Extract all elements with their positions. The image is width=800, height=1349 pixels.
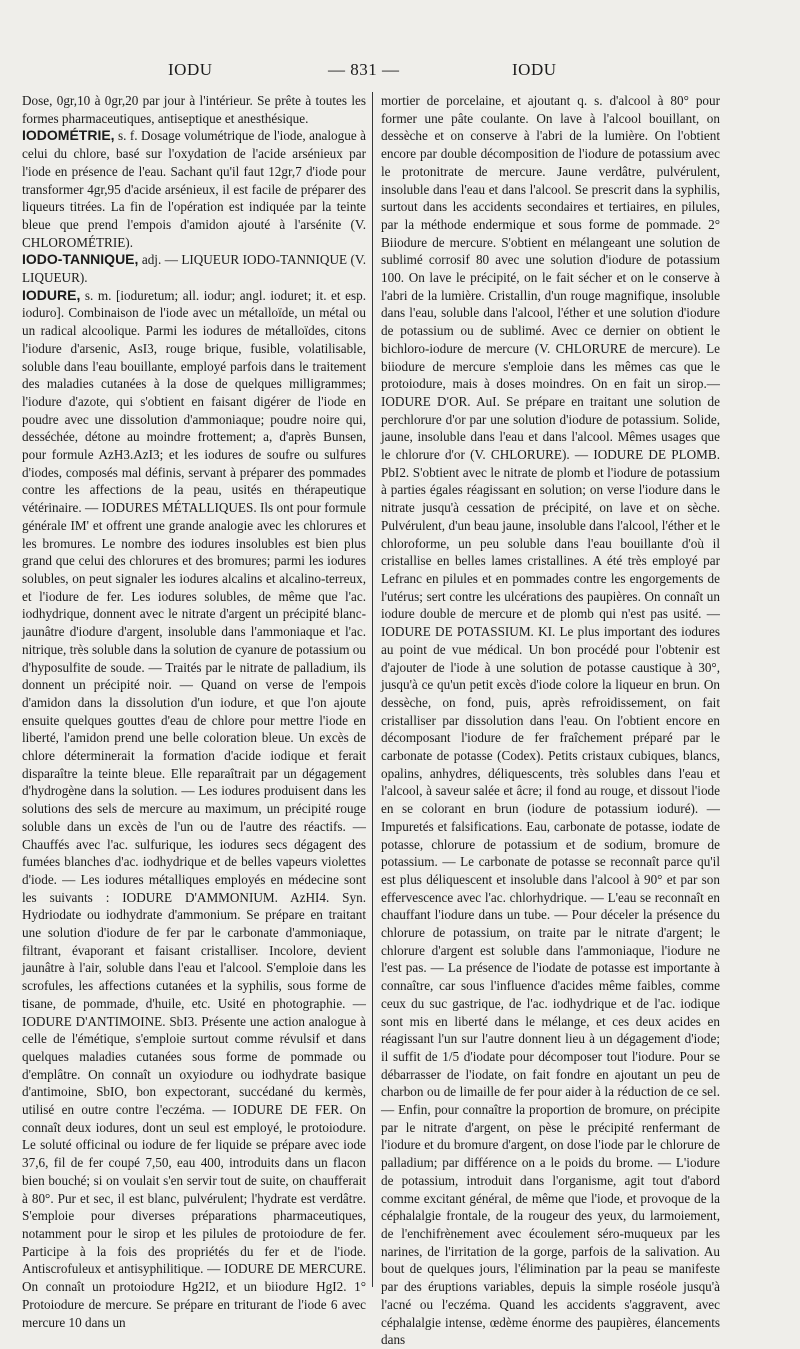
entry-body: s. f. Dosage volumétrique de l'iode, analogue à celui du chlore, basé sur l'oxydation de l'acide arsénieux par l'iode en présence de l'eau. Sachant qu'il faut 12gr,7 d'iode pour transformer 4gr,95 d'acide arsénieux, il est facile de préparer des liqueurs titrées. La fin de l'opération est indiquée par la teinte bleue que prend l'empois d'amidon ajouté à l'arsénite (V. CHLOROMÉTRIE). xyxy=(22,128,366,250)
page-number: — 831 — xyxy=(328,60,400,79)
continued-text xyxy=(22,92,366,127)
running-header xyxy=(0,60,800,86)
continued-text xyxy=(381,92,720,1349)
entry-body: s. m. [iodure​tum; all. iodur; angl. ioduret; it. et esp. ioduro]. Combinaison de l'iode avec un métalloïde, un métal ou un radical alcoolique. Parmi les iodures de métalloïdes, citons l'iodure d'arsenic, AsI3, rouge brique, fusible, volatilisable, soluble dans l'eau bouillante, employé parfois dans le traitement des maladies cutanées à la dose de quelques milligrammes; l'iodure d'azote, qui s'obtient en faisant digérer de l'iode en poudre avec une dissolution d'ammoniaque; poudre noire qui, desséchée, détone au moindre frottement; a, d'après Bunsen, pour formule AzH3.AzI3; et les iodures de soufre ou sulfures d'iodes, composés mal définis, servant à préparer des pommades contre les affections de la peau, usités en thérapeutique vétérinaire. — IODURES MÉTALLIQUES. Ils ont pour formule générale IM' et offrent une grande analogie avec les chlorures et les bromures. Le nombre des iodures insolubles est bien plus grand que celui des chlorures et des bromures; parmi les iodures solubles, on peut signaler les iodures alcalins et alcalino-terreux, et l'iodure de fer. Les iodures solubles, de même que l'ac. iodhydrique, donnent avec le nitrate d'argent un précipité blanc-jaunâtre d'iodure d'argent, insoluble dans l'ammoniaque et l'ac. nitrique, très soluble dans la solution de cyanure de potassium ou d'hyposulfite de soude. — Traités par le nitrate de palladium, ils donnent un précipité noir. — Quand on verse de l'empois d'amidon dans la dissolution d'un iodure, et que l'on ajoute ensuite quelques gouttes d'eau de chlore pour mettre l'iode en liberté, l'amidon prend une belle coloration bleue. Un excès de chlore déterminerait la formation d'acide iodique et ferait disparaître la teinte bleue. Elle reparaîtrait par un dégagement d'hydrogène dans la solution. — Les iodures produisent dans les solutions des sels de mercure au maximum, un précipité rouge soluble dans un excès de l'un ou de l'autre des réactifs. — Chauffés avec l'ac. sulfurique, les iodures secs dégagent des fumées blanches d'ac. iodhydrique et de belles vapeurs violettes d'iode. — Les iodures métalliques employés en médecine sont les suivants : IODURE D'AMMONIUM. AzHI4. Syn. Hydriodate ou iodhydrate d'ammonium. Se prépare en traitant une solution d'iodure de fer par le carbonate d'ammoniaque, filtrant, évaporant et faisant cristalliser. Incolore, devient jaunâtre à l'air, soluble dans l'eau et l'alcool. S'emploie dans les scrofules, les affections cutanées et la syphilis, sous forme de tisane, de pommade, d'huile, etc. Usité en photographie. — IODURE D'ANTIMOINE. SbI3. Présente une action analogue à celle de l'émétique, s'emploie surtout comme révulsif et dans quelques maladies cutanées sous forme de pommade ou d'emplâtre. On connaît un oxyiodure ou iodhydrate basique d'antimoine, SbIO, bon expectorant, succédané du kermès, utilisé en outre contre l'eczéma. — IODURE DE FER. On connaît deux iodures, dont un seul est employé, le protoiodure. Le soluté officinal ou iodure de fer liquide se prépare avec iode 37,6, fil de fer coupé 7,50, eau 400, introduits dans un flacon bien bouché; si on voulait s'en servir tout de suite, on chaufferait à 80°. Pur et sec, il est blanc, pulvérulent; l'hydrate est verdâtre. S'emploie pour diverses préparations pharmaceutiques, notamment pour le sirop et les pilules de protoiodure de fer. Participe à la fois des propriétés du fer et de l'iode. Antiscrofuleux et antisyphilitique. — IODURE DE MERCURE. On connaît un protoiodure Hg2I2, et un biiodure HgI2. 1° Protoiodure de mercure. Se prépare en triturant de l'iode 6 avec mercure 10 dans un xyxy=(22,287,366,1330)
dictionary-entry xyxy=(22,127,366,251)
entry-headword: IODO-TANNIQUE, xyxy=(22,251,139,268)
entry-body: adj. — LIQUEUR IODO-TANNIQUE (V. LIQUEUR). xyxy=(22,252,366,286)
dictionary-entry xyxy=(22,287,366,1331)
header-right-word: IODU xyxy=(512,60,557,79)
header-left-word: IODU xyxy=(168,60,213,79)
entry-headword: IODURE, xyxy=(22,286,81,303)
right-column xyxy=(381,92,720,1348)
entry-body: mortier de porcelaine, et ajoutant q. s. d'alcool à 80° pour former une pâte coulante. On lave à l'alcool bouillant, on dessèche et on conserve à l'abri de la lumière. On l'obtient encore par double décomposition de l'iodure de potassium avec le protonitrate de mercure. Jaune verdâtre, pulvérulent, insoluble dans l'eau et dans l'alcool. Se prescrit dans la syphilis, surtout dans les accidents secondaires et tertiaires, en pilules, par la méthode endermique et sous forme de pommade. 2° Biiodure de mercure. S'obtient en mélangeant une solution de sublimé corrosif 80 avec une solution d'iodure de potassium 100. On lave le précipité, on le fait sécher et on le conserve à l'abri de la lumière. Cristallin, d'un rouge magnifique, insoluble dans l'eau, soluble dans l'alcool, l'éther et une solution d'iodure de potassium ou de sublimé. Avec ce dernier on obtient le bichloro-iodure de mercure (V. CHLORURE de mercure). Le biiodure de mercure s'emploie dans les mêmes cas que le protoiodure, mais à doses moindres. On en fait un sirop.— IODURE D'OR. AuI. Se prépare en traitant une solution de perchlorure d'or par une solution d'iodure de potassium. Solide, jaune, insoluble dans l'eau et dans l'alcool. Mêmes usages que le chlorure d'or (V. CHLORURE). — IODURE DE PLOMB. PbI2. S'obtient avec le nitrate de plomb et l'iodure de potassium à parties égales réagissant en solution; on verse l'iodure dans le nitrate jusqu'à cessation de précipité, on lave et on sèche. Pulvérulent, d'un beau jaune, insoluble dans l'alcool, l'éther et le chloroforme, un peu soluble dans l'eau bouillante d'où il cristallise en belles lames cristallines. A été très employé par Lefranc en pilules et en pommades contre les engorgements de l'utérus; sert contre les ulcérations des paupières. On connaît un iodure double de mercure et de plomb qui n'est pas usité. — IODURE DE POTASSIUM. KI. Le plus important des iodures au point de vue médical. Un bon procédé pour l'obtenir est d'ajouter de l'iode à une solution de potasse caustique à 30°, jusqu'à ce qu'un petit excès d'iode colore la liqueur en brun. On dessèche, on fond, puis, après refroidissement, on fait cristalliser par dissolution dans l'eau. On l'obtient encore en décomposant l'iodure de fer fraîchement préparé par le carbonate de potasse (Codex). Petits cristaux cubiques, blancs, opalins, anhydres, déliquescents, très solubles dans l'eau et l'alcool, à saveur salée et âcre; il fond au rouge, et dissout l'iode en se colorant en brun (iodure de potassium ioduré). — Impuretés et falsifications. Eau, carbonate de potasse, iodate de potasse, chlorure de potassium et de sodium, bromure de potassium. — Le carbonate de potasse se reconnaît parce qu'il est plus déliquescent et insoluble dans l'alcool à 90° et par son effervescence avec l'ac. chlorhydrique. — L'eau se reconnaît en chauffant l'iodure dans un tube. — Pour déceler la présence du chlorure de potassium, on traite par le nitrate d'argent; le chlorure d'argent est soluble dans l'ammoniaque, l'iodure ne l'est pas. — La présence de l'iodate de potasse est importante à connaître, car sous l'influence d'acides même faibles, comme ceux du suc gastrique, de l'ac. iodhydrique et de l'ac. iodique sont mis en liberté dans le mélange, et ces deux acides en réagissant l'un sur l'autre donnent lieu à un dégagement d'iode; il suffit de 1/5 d'iodate pour décomposer tout l'iodure. Pour se débarrasser de l'iodate, on fait fondre en ajoutant un peu de charbon ou de limaille de fer pour aider à la réduction de ce sel. — Enfin, pour connaître la proportion de bromure, on précipite par le nitrate d'argent, on pèse le précipité renfermant de l'iodure et du bromure d'argent, on dose l'iode par le chlorure de palladium; par différence on a le poids du brome. — L'iodure de potassium, introduit dans l'organisme, agit tout d'abord comme excitant général, de même que l'iode, et provoque de la céphalalgie frontale, de la rougeur des yeux, du larmoiement, de l'enchifrènement avec écoulement séro-muqueux par les narines, de l'irritation de la gorge, parfois de la salivation. Au bout de quelques jours, l'élimination par la peau se manifeste par des éruptions variables, depuis la simple roséole jusqu'à l'acné ou l'eczéma. Quand les accidents s'aggravent, avec céphalalgie intense, œdème énorme des paupières, élancements dans xyxy=(381,93,720,1348)
entry-headword: IODOMÉTRIE, xyxy=(22,127,115,144)
left-column xyxy=(22,92,366,1330)
entry-body: Dose, 0gr,10 à 0gr,20 par jour à l'intérieur. Se prête à toutes les formes pharmaceutiques, antiseptique et anesthésique. xyxy=(22,93,366,126)
column-divider xyxy=(372,92,373,1287)
dictionary-entry xyxy=(22,251,366,286)
